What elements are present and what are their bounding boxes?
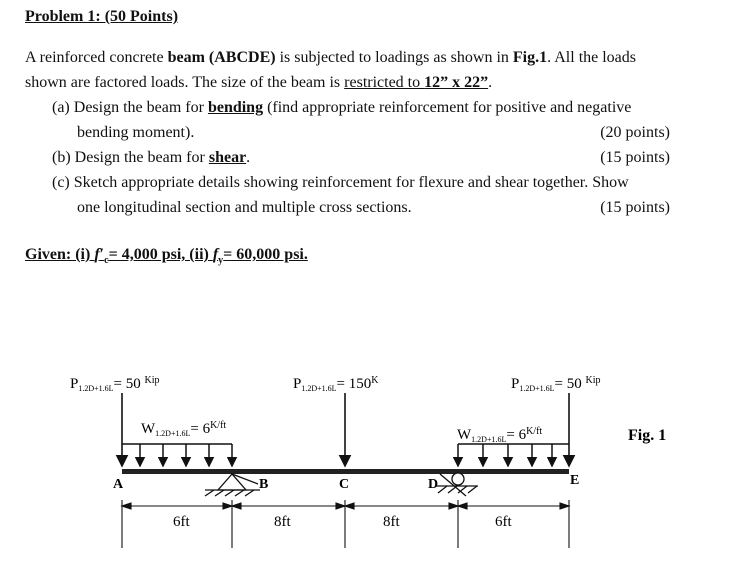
span-label-1: 6ft bbox=[173, 514, 190, 530]
part-a-points: (20 points) bbox=[600, 124, 670, 141]
support-b-pin bbox=[205, 474, 260, 496]
part-c-points: (15 points) bbox=[600, 199, 670, 216]
distributed-load-left bbox=[122, 444, 232, 466]
span-label-4: 6ft bbox=[495, 514, 512, 530]
label-p-left: $P_{1.2D+1.6L}= 50$ $^{Kip}$ bbox=[70, 375, 160, 393]
label-w-right: $W_{1.2D+1.6L}= 6^{K/ft}$ bbox=[457, 426, 543, 444]
part-a-line2: bending moment). (20 points) bbox=[52, 120, 702, 145]
problem-intro: A reinforced concrete beam (ABCDE) is subjected to loadings as shown in Fig.1. All the loads shown are factored loads. The size of the beam is restricted to 12” x 22”. bbox=[25, 49, 637, 91]
part-c-line2: one longitudinal section and multiple cross sections. (15 points) bbox=[52, 195, 702, 220]
problem-title: Problem 1: (50 Points) bbox=[25, 8, 179, 25]
part-b: (b) Design the beam for shear. (15 points) bbox=[52, 145, 702, 170]
node-label-c: C bbox=[339, 477, 350, 492]
figure-label: Fig. 1 bbox=[628, 427, 667, 444]
node-label-b: B bbox=[259, 477, 269, 492]
given-properties: Given: (i) $f'_c= 4,000$ psi, (ii) $f_y= 60,000$ psi. bbox=[25, 246, 308, 267]
span-label-2: 8ft bbox=[274, 514, 291, 530]
node-label-a: A bbox=[113, 477, 124, 492]
distributed-load-right bbox=[458, 444, 569, 466]
part-c: (c) Sketch appropriate details showing reinforcement for flexure and shear together. Show bbox=[52, 174, 629, 191]
support-d-roller bbox=[436, 473, 478, 496]
beam bbox=[122, 469, 569, 474]
part-b-points: (15 points) bbox=[600, 149, 670, 166]
label-p-right: $P_{1.2D+1.6L}= 50$ $^{Kip}$ bbox=[511, 375, 601, 393]
part-a: (a) Design the beam for bending (find appropriate reinforcement for positive and negative bbox=[52, 99, 632, 116]
label-p-mid: $P_{1.2D+1.6L}= 150^K$ bbox=[293, 375, 379, 393]
span-label-3: 8ft bbox=[383, 514, 400, 530]
label-w-left: $W_{1.2D+1.6L}= 6^{K/ft}$ bbox=[141, 420, 227, 438]
node-label-e: E bbox=[570, 473, 580, 488]
node-label-d: D bbox=[428, 477, 439, 492]
